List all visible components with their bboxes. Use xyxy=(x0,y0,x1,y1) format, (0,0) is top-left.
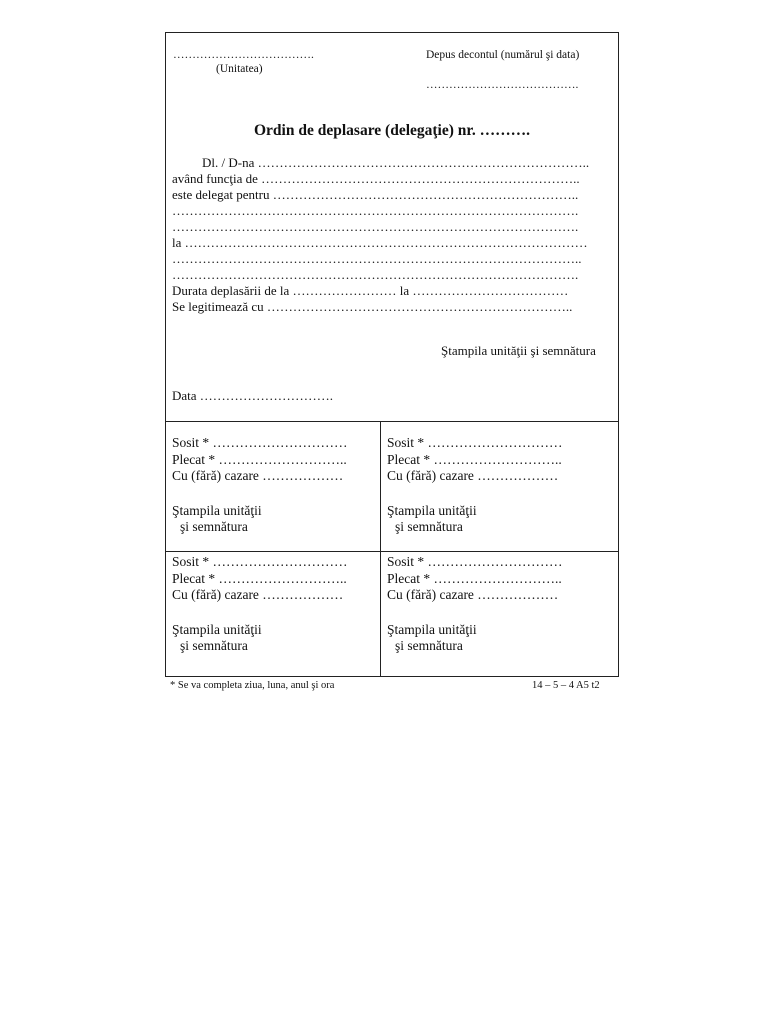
signature-label: şi semnătura xyxy=(395,519,463,534)
line-duration: Durata deplasării de la …………………… la ……………………………… xyxy=(172,283,569,298)
plecat-line: Plecat * ……………………….. xyxy=(172,570,347,586)
sosit-line: Sosit * ………………………… xyxy=(172,554,348,569)
plecat-line: Plecat * ……………………….. xyxy=(387,570,562,586)
signature-label: şi semnătura xyxy=(180,519,248,534)
decont-label: Depus decontul (numărul şi data) xyxy=(426,49,580,61)
grid-cell-3 xyxy=(166,552,380,676)
line-function: având funcţia de ……………………………………………………………….. xyxy=(172,171,580,186)
cazare-line: Cu (fără) cazare ……………… xyxy=(172,468,344,483)
cazare-line: Cu (fără) cazare ……………… xyxy=(387,468,559,483)
cazare-line: Cu (fără) cazare ……………… xyxy=(172,587,344,602)
grid-cell-1 xyxy=(166,421,380,551)
arrival-departure-grid xyxy=(166,421,618,676)
stamp-label: Ştampila unităţii xyxy=(172,502,262,518)
unit-dots: ………………………………. xyxy=(173,49,314,61)
sosit-line: Sosit * ………………………… xyxy=(387,435,563,450)
travel-order-form xyxy=(165,32,619,677)
grid-cell-2 xyxy=(381,421,618,551)
date-line: Data …………………………. xyxy=(172,388,334,403)
line-delegated: este delegat pentru …………………………………………………………….. xyxy=(172,187,579,202)
page-title: Ordin de deplasare (delegaţie) nr. ………. xyxy=(254,122,530,139)
sosit-line: Sosit * ………………………… xyxy=(387,554,563,569)
line-blank-2: …………………………………………………………………………………. xyxy=(172,219,579,234)
plecat-line: Plecat * ……………………….. xyxy=(387,451,562,467)
stamp-label: Ştampila unităţii xyxy=(387,502,477,518)
line-blank-3: ………………………………………………………………………………….. xyxy=(172,251,582,266)
line-location: la ………………………………………………………………………………… xyxy=(172,235,588,250)
stamp-label: Ştampila unităţii xyxy=(172,621,262,637)
footer-code: 14 – 5 – 4 A5 t2 xyxy=(532,680,600,691)
sosit-line: Sosit * ………………………… xyxy=(172,435,348,450)
unit-label: (Unitatea) xyxy=(216,63,263,75)
line-name: Dl. / D-na ………………………………………………………………….. xyxy=(202,155,590,170)
form-top-section xyxy=(166,33,618,422)
line-blank-4: …………………………………………………………………………………. xyxy=(172,267,579,282)
plecat-line: Plecat * ……………………….. xyxy=(172,451,347,467)
grid-cell-4 xyxy=(381,552,618,676)
stamp-signature-label: Ştampila unităţii şi semnătura xyxy=(441,343,596,358)
line-blank-1: …………………………………………………………………………………. xyxy=(172,203,579,218)
line-identification: Se legitimează cu …………………………………………………………….. xyxy=(172,299,573,314)
decont-dots: …………………………………. xyxy=(426,79,579,91)
signature-label: şi semnătura xyxy=(395,638,463,653)
footer-note: * Se va completa ziua, luna, anul şi ora xyxy=(170,680,335,691)
stamp-label: Ştampila unităţii xyxy=(387,621,477,637)
signature-label: şi semnătura xyxy=(180,638,248,653)
cazare-line: Cu (fără) cazare ……………… xyxy=(387,587,559,602)
